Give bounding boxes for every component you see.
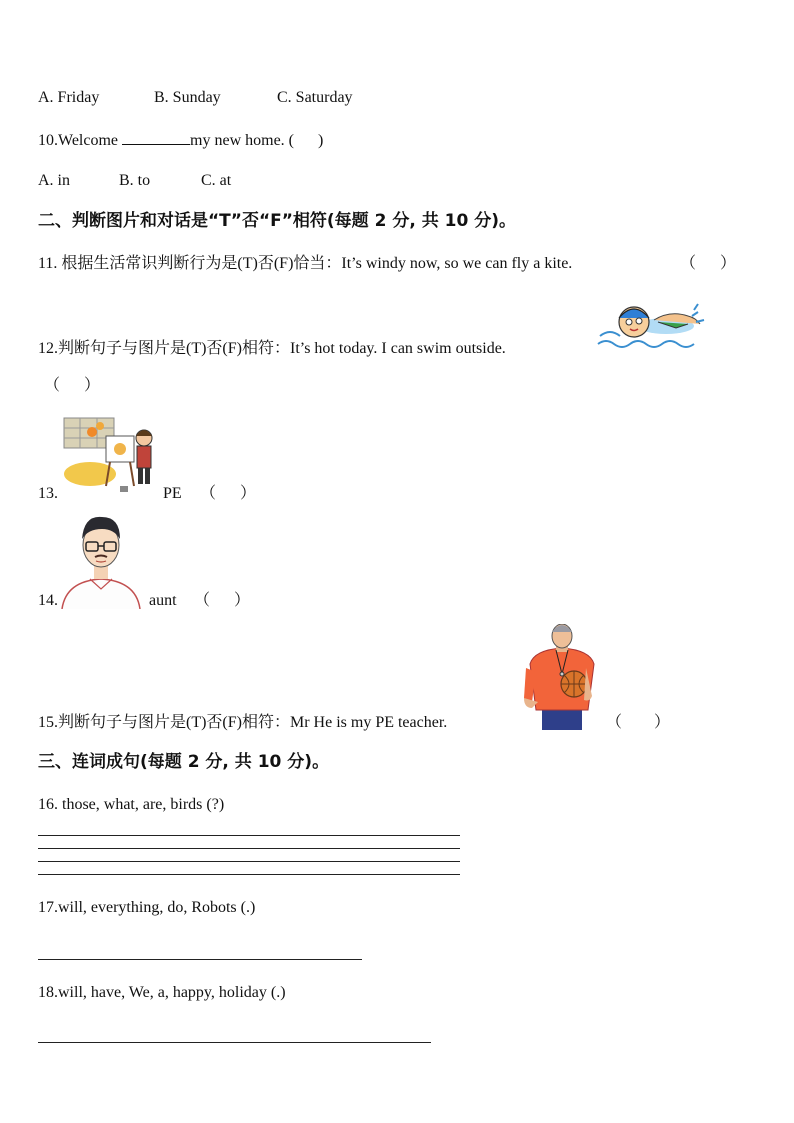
question-14 xyxy=(38,591,58,611)
question-15 xyxy=(38,713,447,733)
q10-option-a: A. in xyxy=(38,172,70,189)
q11-text: 11. 根据生活常识判断行为是(T)否(F)恰当：It’s windy now, so we can fly a kite. xyxy=(38,255,573,272)
q17-answer-line[interactable] xyxy=(38,959,362,960)
question-18: 18.will, have, We, a, happy, holiday (.) xyxy=(38,984,286,1001)
q12-answer-paren[interactable]: （ ） xyxy=(44,377,101,394)
q9-option-a: A. Friday xyxy=(38,89,100,106)
q10-suffix: my new home. ( xyxy=(190,132,294,149)
swimming-child-icon xyxy=(596,292,712,352)
q10-prefix: 10.Welcome xyxy=(38,132,123,149)
q13-answer-paren[interactable]: （ ） xyxy=(200,485,257,502)
q13-number: 13. xyxy=(38,485,58,502)
q15-text: 15.判断句子与图片是(T)否(F)相符：Mr He is my PE teacher. xyxy=(38,714,448,731)
q15-answer-paren[interactable]: （ ） xyxy=(606,714,671,731)
q16-answer-line[interactable] xyxy=(38,874,460,875)
q14-answer-paren[interactable]: （ ） xyxy=(194,592,251,609)
q10-option-c: C. at xyxy=(201,172,232,189)
q16-answer-line[interactable] xyxy=(38,861,460,862)
question-17: 17.will, everything, do, Robots (.) xyxy=(38,899,256,916)
section-3-heading: 三、连词成句(每题 2 分, 共 10 分)。 xyxy=(38,752,330,772)
pe-teacher-with-basketball-icon xyxy=(520,624,600,730)
q10-close: ) xyxy=(318,132,324,149)
q16-answer-line[interactable] xyxy=(38,835,460,836)
question-16: 16. those, what, are, birds (?) xyxy=(38,796,225,813)
painting-children-icon xyxy=(62,414,158,500)
q18-answer-line[interactable] xyxy=(38,1042,431,1043)
q9-option-b: B. Sunday xyxy=(154,89,221,106)
q10-blank[interactable] xyxy=(122,130,190,145)
q10-option-b: B. to xyxy=(119,172,151,189)
question-11 xyxy=(38,254,572,274)
section-2-heading: 二、判断图片和对话是“T”否“F”相符(每题 2 分, 共 10 分)。 xyxy=(38,211,516,231)
question-12 xyxy=(38,339,506,359)
q13-word: PE xyxy=(163,485,182,502)
q9-option-c: C. Saturday xyxy=(277,89,353,106)
q12-text: 12.判断句子与图片是(T)否(F)相符：It’s hot today. I can swim outside. xyxy=(38,340,506,357)
man-with-glasses-icon xyxy=(60,515,142,609)
question-13 xyxy=(38,484,58,504)
q14-number: 14. xyxy=(38,592,58,609)
question-10 xyxy=(38,130,323,151)
q16-answer-line[interactable] xyxy=(38,848,460,849)
q11-answer-paren[interactable]: （ ） xyxy=(680,255,737,272)
q14-word: aunt xyxy=(149,592,177,609)
